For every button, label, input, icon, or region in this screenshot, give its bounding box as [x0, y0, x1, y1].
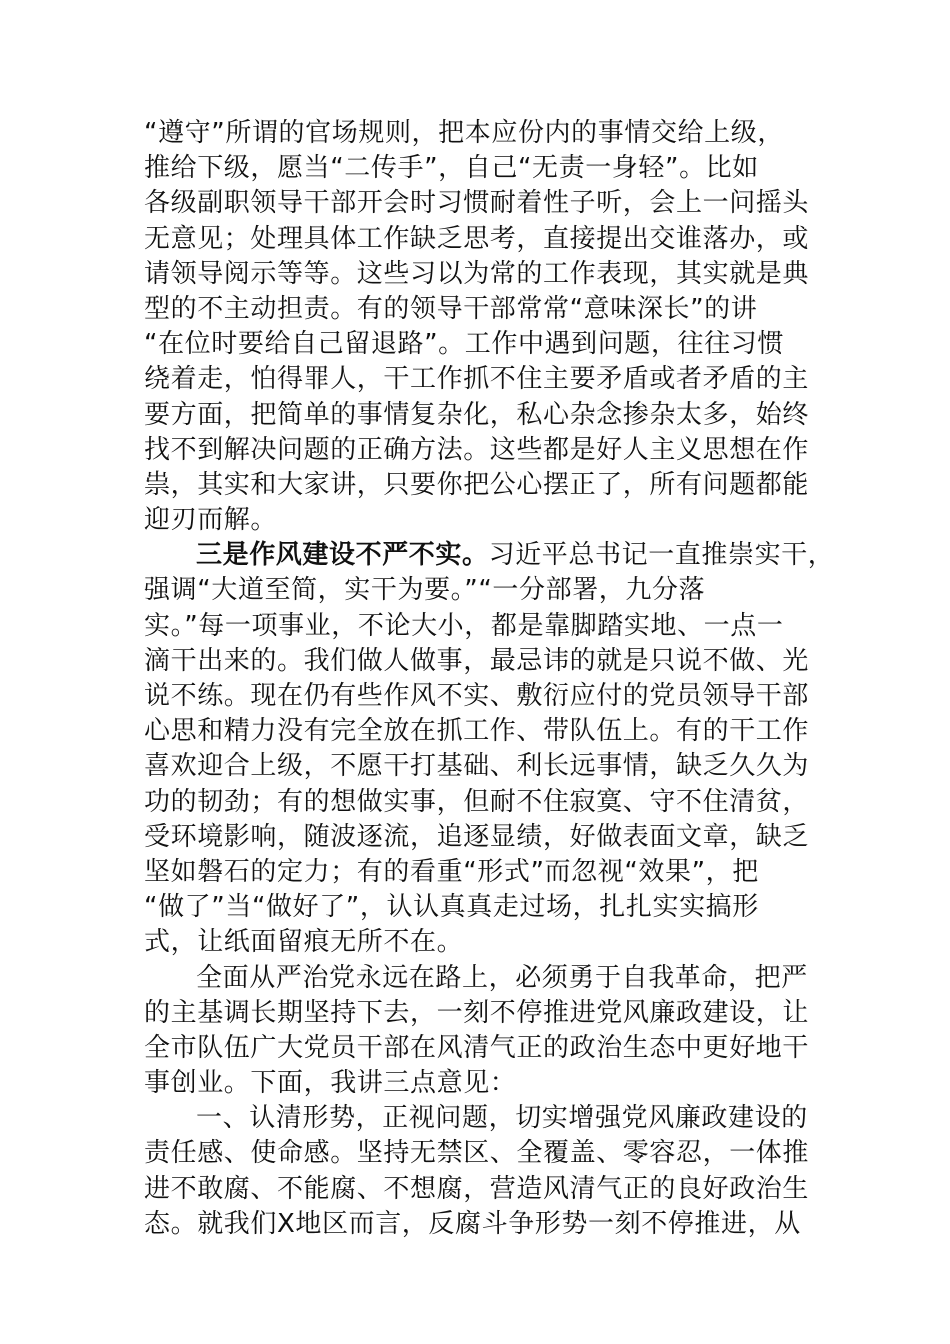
text-line: “在位时要给自己留退路”。工作中遇到问题，往往习惯	[144, 329, 784, 360]
paragraph-2	[144, 538, 835, 960]
text-line: 进不敢腐、不能腐、不想腐，营造风清气正的良好政治生	[144, 1173, 810, 1204]
text-line: 说不练。现在仍有些作风不实、敷衍应付的党员领导干部	[144, 681, 810, 711]
paragraph-2-first-line	[144, 538, 835, 573]
text-line: 无意见；处理具体工作缺乏思考，直接提出交谁落办，或	[144, 223, 810, 254]
text-line: 态。就我们X地区而言，反腐斗争形势一刻不停推进，从	[144, 1208, 801, 1239]
text-line: 滴干出来的。我们做人做事，最忌讳的就是只说不做、光	[144, 645, 810, 676]
text-line: 一、认清形势，正视问题，切实增强党风廉政建设的	[196, 1103, 808, 1134]
text-line: 心思和精力没有完全放在抓工作、带队伍上。有的干工作	[144, 716, 810, 747]
text-line: 坚如磐石的定力；有的看重“形式”而忽视“效果”，把	[144, 856, 759, 887]
text-line: 绕着走，怕得罪人，干工作抓不住主要矛盾或者矛盾的主	[144, 364, 810, 395]
paragraph-4	[144, 1101, 814, 1242]
text-line: 推给下级，愿当“二传手”，自己“无责一身轻”。比如	[144, 153, 759, 184]
text-line: 全市队伍广大党员干部在风清气正的政治生态中更好地干	[144, 1032, 810, 1063]
text-line: 喜欢迎合上级，不愿干打基础、利长远事情，缺乏久久为	[144, 751, 810, 782]
text-line: 受环境影响，随波逐流，追逐显绩，好做表面文章，缺乏	[144, 821, 810, 852]
text-line: 祟，其实和大家讲，只要你把公心摆正了，所有问题都能	[144, 469, 810, 500]
text-line: 各级副职领导干部开会时习惯耐着性子听，会上一问摇头	[144, 188, 810, 219]
text-line: 功的韧劲；有的想做实事，但耐不住寂寞、守不住清贫，	[144, 786, 810, 817]
text-line: 实。”每一项事业，不论大小，都是靠脚踏实地、一点一	[144, 610, 784, 641]
text-line: 型的不主动担责。有的领导干部常常“意味深长”的讲	[144, 293, 758, 324]
paragraph-3	[144, 961, 814, 1102]
text-line: “遵守”所谓的官场规则，把本应份内的事情交给上级，	[144, 118, 784, 148]
paragraph-2-first-rest: 习近平总书记一直推崇实干，	[488, 540, 835, 571]
text-line: 迎刃而解。	[144, 505, 278, 536]
text-line: 全面从严治党永远在路上，必须勇于自我革命，把严	[196, 962, 808, 993]
paragraph-1	[144, 116, 814, 538]
text-line: 责任感、使命感。坚持无禁区、全覆盖、零容忍，一体推	[144, 1138, 810, 1169]
document-body	[144, 116, 835, 1242]
text-line: 请领导阅示等等。这些习以为常的工作表现，其实就是典	[144, 258, 810, 289]
text-line: 要方面，把简单的事情复杂化，私心杂念掺杂太多，始终	[144, 399, 810, 430]
text-line: 强调“大道至简，实干为要。”“一分部署，九分落	[144, 575, 706, 606]
text-line: 事创业。下面，我讲三点意见：	[144, 1068, 517, 1099]
text-line: 式，让纸面留痕无所不在。	[144, 927, 464, 958]
paragraph-heading: 三是作风建设不严不实。	[196, 540, 489, 571]
text-line: 找不到解决问题的正确方法。这些都是好人主义思想在作	[144, 434, 810, 465]
text-line: “做了”当“做好了”，认认真真走过场，扎扎实实搞形	[144, 892, 759, 923]
text-line: 的主基调长期坚持下去，一刻不停推进党风廉政建设，让	[144, 997, 810, 1028]
